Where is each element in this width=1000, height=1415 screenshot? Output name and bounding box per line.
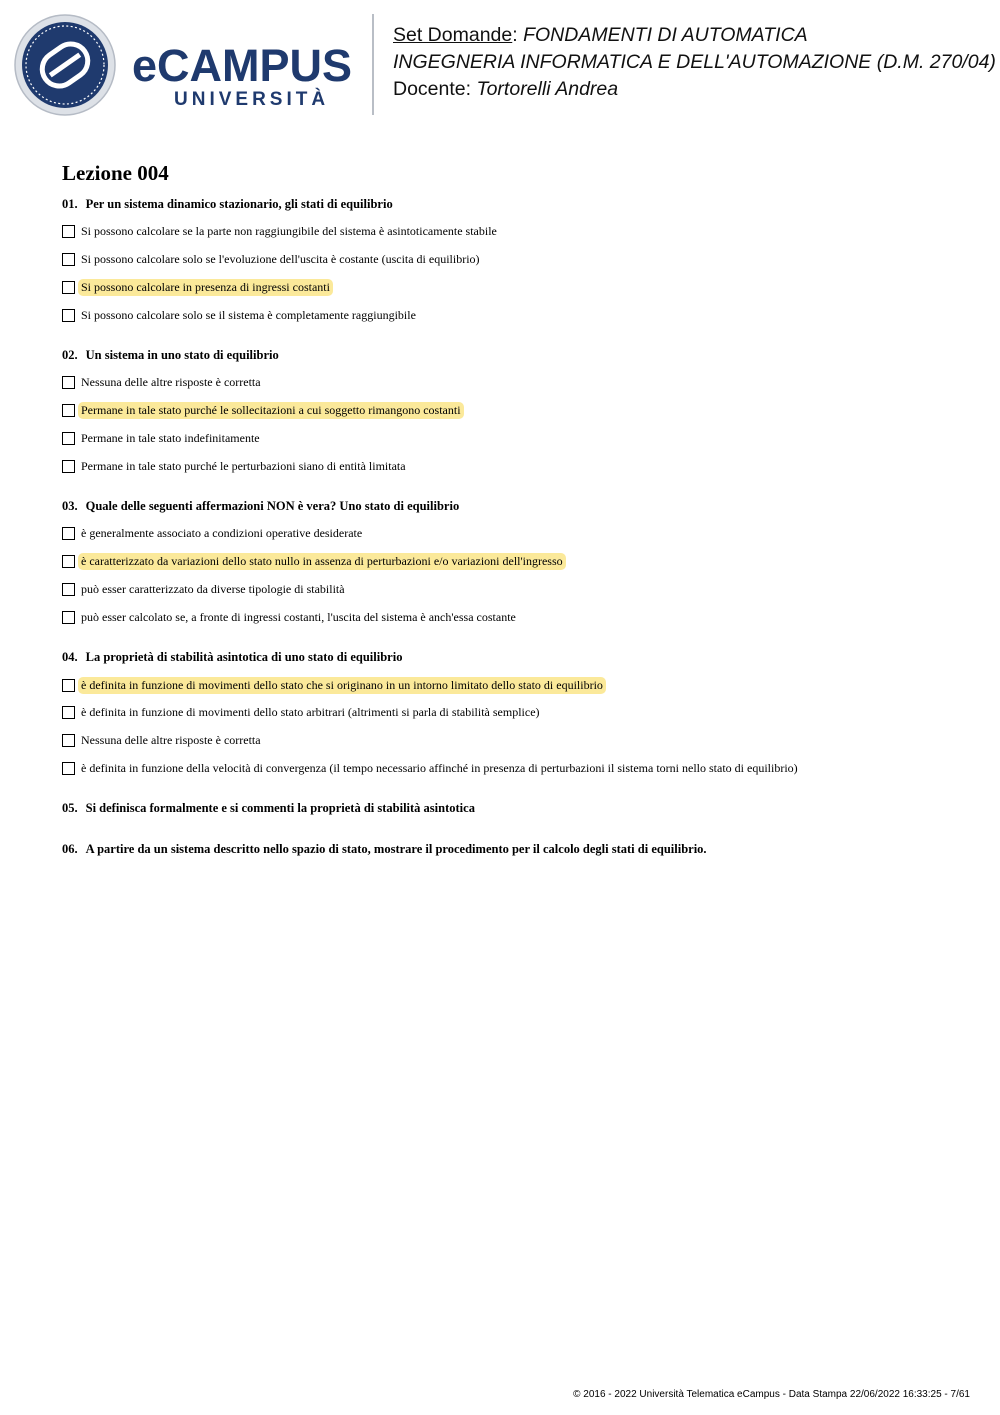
option-02-a[interactable] xyxy=(62,373,264,391)
option-text: può esser caratterizzato da diverse tipologie di stabilità xyxy=(81,581,345,596)
question-06 xyxy=(62,842,707,857)
question-text: La proprietà di stabilità asintotica di uno stato di equilibrio xyxy=(85,650,403,664)
checkbox[interactable] xyxy=(62,706,75,719)
question-text: Per un sistema dinamico stazionario, gli stati di equilibrio xyxy=(85,197,393,211)
option-text-highlighted: Si possono calcolare in presenza di ingressi costanti xyxy=(78,279,333,296)
set-separator: : xyxy=(512,24,524,46)
option-03-a[interactable] xyxy=(62,524,365,542)
option-01-c[interactable] xyxy=(62,278,333,296)
option-01-d[interactable] xyxy=(62,306,419,324)
set-label: Set Domande xyxy=(393,24,513,46)
option-03-d[interactable] xyxy=(62,608,519,626)
checkbox[interactable] xyxy=(62,762,75,775)
logo-name: eCAMPUS xyxy=(132,40,353,91)
question-number: 02. xyxy=(62,348,78,362)
checkbox[interactable] xyxy=(62,309,75,322)
option-text: Si possono calcolare solo se il sistema è completamente raggiungibile xyxy=(81,307,416,322)
option-text: Permane in tale stato indefinitamente xyxy=(81,430,260,445)
question-number: 01. xyxy=(62,197,78,211)
checkbox[interactable] xyxy=(62,527,75,540)
header-info xyxy=(393,22,996,103)
checkbox[interactable] xyxy=(62,376,75,389)
option-01-b[interactable] xyxy=(62,250,483,268)
option-02-c[interactable] xyxy=(62,429,263,447)
teacher-name: Tortorelli Andrea xyxy=(476,78,619,100)
question-02 xyxy=(62,348,279,363)
option-text-highlighted: è definita in funzione di movimenti dello stato che si originano in un intorno limitato dello stato di equilibrio xyxy=(78,677,606,694)
option-03-b[interactable] xyxy=(62,552,566,570)
course-line xyxy=(393,22,996,49)
checkbox[interactable] xyxy=(62,253,75,266)
question-number: 06. xyxy=(62,842,78,856)
option-text: Nessuna delle altre risposte è corretta xyxy=(81,374,261,389)
question-05 xyxy=(62,801,475,816)
option-text: Permane in tale stato purché le perturbazioni siano di entità limitata xyxy=(81,458,406,473)
checkbox[interactable] xyxy=(62,432,75,445)
option-text: Si possono calcolare se la parte non raggiungibile del sistema è asintoticamente stabile xyxy=(81,223,497,238)
option-03-c[interactable] xyxy=(62,580,348,598)
option-text-highlighted: Permane in tale stato purché le sollecitazioni a cui soggetto rimangono costanti xyxy=(78,402,464,419)
option-text: è definita in funzione della velocità di convergenza (il tempo necessario affinché in presenza di perturbazioni il sistema torni nello stato di equilibrio) xyxy=(81,760,798,775)
option-text-highlighted: è caratterizzato da variazioni dello stato nullo in assenza di perturbazioni e/o variazioni dell'ingresso xyxy=(78,553,566,570)
question-04 xyxy=(62,650,402,665)
checkbox[interactable] xyxy=(62,404,75,417)
option-04-d[interactable] xyxy=(62,759,801,777)
checkbox[interactable] xyxy=(62,460,75,473)
question-text: Si definisca formalmente e si commenti la proprietà di stabilità asintotica xyxy=(85,801,475,815)
lesson-title: Lezione 004 xyxy=(62,161,169,185)
question-text: A partire da un sistema descritto nello spazio di stato, mostrare il procedimento per il calcolo degli stati di equilibrio. xyxy=(85,842,707,856)
question-text: Quale delle seguenti affermazioni NON è vera? Uno stato di equilibrio xyxy=(85,499,460,513)
question-01 xyxy=(62,197,393,212)
checkbox[interactable] xyxy=(62,734,75,747)
checkbox[interactable] xyxy=(62,611,75,624)
option-text: è definita in funzione di movimenti dello stato arbitrari (altrimenti si parla di stabilità semplice) xyxy=(81,704,540,719)
option-02-d[interactable] xyxy=(62,457,409,475)
option-02-b[interactable] xyxy=(62,401,464,419)
teacher-line xyxy=(393,76,996,103)
question-number: 03. xyxy=(62,499,78,513)
question-number: 04. xyxy=(62,650,78,664)
checkbox[interactable] xyxy=(62,281,75,294)
checkbox[interactable] xyxy=(62,225,75,238)
option-04-a[interactable] xyxy=(62,676,606,694)
course-name: FONDAMENTI DI AUTOMATICA xyxy=(523,24,808,46)
question-text: Un sistema in uno stato di equilibrio xyxy=(85,348,279,362)
checkbox[interactable] xyxy=(62,679,75,692)
page-footer: © 2016 - 2022 Università Telematica eCampus - Data Stampa 22/06/2022 16:33:25 - 7/61 xyxy=(573,1389,970,1400)
logo-subtitle: UNIVERSITÀ xyxy=(174,89,330,110)
option-01-a[interactable] xyxy=(62,222,500,240)
ecampus-logo xyxy=(14,14,359,118)
option-text: può esser calcolato se, a fronte di ingressi costanti, l'uscita del sistema è anch'essa costante xyxy=(81,609,516,624)
question-number: 05. xyxy=(62,801,78,815)
header-divider xyxy=(372,14,374,115)
question-03 xyxy=(62,499,459,514)
checkbox[interactable] xyxy=(62,555,75,568)
option-text: Nessuna delle altre risposte è corretta xyxy=(81,732,261,747)
program-name: INGEGNERIA INFORMATICA E DELL'AUTOMAZIONE (D.M. 270/04) xyxy=(393,51,996,73)
option-text: Si possono calcolare solo se l'evoluzione dell'uscita è costante (uscita di equilibrio) xyxy=(81,251,480,266)
teacher-label: Docente: xyxy=(393,78,477,100)
checkbox[interactable] xyxy=(62,583,75,596)
option-text: è generalmente associato a condizioni operative desiderate xyxy=(81,525,363,540)
option-04-c[interactable] xyxy=(62,731,264,749)
option-04-b[interactable] xyxy=(62,703,543,721)
